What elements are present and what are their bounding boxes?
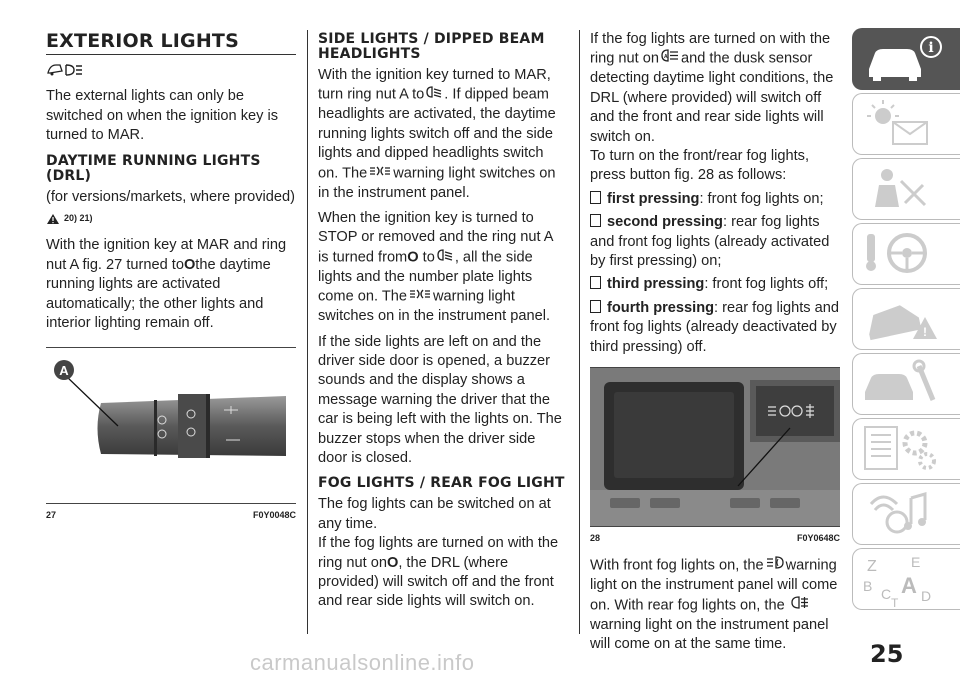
lights-warning-icon (853, 94, 953, 152)
front-fog-icon (766, 556, 784, 575)
fog-auto-para (590, 30, 840, 147)
side-lights-ring-icon (437, 248, 453, 267)
p2a: When the ignition key is turned to STOP or removed and the ring nut A is turned from (318, 209, 553, 266)
warning-reference (46, 209, 296, 228)
svg-text:D: D (921, 588, 932, 604)
callout-a: A (59, 363, 69, 379)
side-lights-icon (369, 164, 391, 183)
intro-text: The external lights can only be switched on when the ignition key is turned to MAR. (46, 88, 279, 144)
tab-safety[interactable] (852, 158, 960, 220)
figure-27-caption (46, 506, 296, 525)
warning-refs: 20) 21) (64, 213, 93, 224)
p2b: , all the side lights and the number plate lights come on. The (318, 249, 533, 305)
svg-text:T: T (891, 596, 899, 607)
list-item (590, 299, 840, 357)
p5a: If the fog lights are turned on with the ring nut on (318, 535, 559, 571)
svg-text:C: C (881, 586, 892, 602)
list-item (590, 213, 840, 271)
column-divider (307, 30, 308, 634)
tab-emergency[interactable] (852, 288, 960, 350)
chapter-sidebar (852, 28, 960, 613)
page-title: EXTERIOR LIGHTS (46, 30, 296, 55)
tab-index[interactable] (852, 548, 960, 610)
p2c: warning light switches on in the instrument panel. (318, 288, 551, 325)
svg-text:Z: Z (867, 558, 877, 575)
emergency-icon (853, 289, 953, 347)
bullet-list (590, 190, 840, 357)
checkbox-bullet-icon (590, 191, 601, 204)
bullet-bold: second pressing (607, 214, 723, 231)
drl-note: (for versions/markets, where provided) (46, 188, 295, 205)
fog-para-1: The fog lights can be switched on at any time. (318, 496, 551, 532)
checkbox-bullet-icon (590, 214, 601, 227)
figure-27 (46, 347, 296, 504)
p1a: With the ignition key turned to MAR, turn ring nut A to (318, 67, 551, 103)
side-lights-heading: SIDE LIGHTS / DIPPED BEAM HEADLIGHTS (318, 31, 545, 62)
fig-number: 28 (590, 533, 601, 544)
list-item (590, 190, 840, 209)
list-item (590, 275, 840, 294)
bullet-text: : rear fog lights and front fog lights (already activated by first pressing) on; (590, 214, 830, 270)
svg-text:B: B (863, 578, 873, 594)
fog-para-2 (318, 534, 566, 612)
ring-position-o: O (386, 554, 399, 571)
car-info-icon (853, 29, 953, 87)
drl-text (46, 236, 296, 333)
p3b: warning light on the instrument panel will come on. With rear fog lights on, the (590, 558, 838, 614)
column-3 (590, 30, 840, 661)
drl-text-a: With the ignition key at MAR and ring nut A fig. 27 turned to (46, 237, 287, 273)
ring-position-o: O (407, 249, 419, 266)
dipped-beam-icon (426, 85, 442, 104)
column-2 (318, 30, 566, 618)
bullet-bold: fourth pressing (607, 299, 715, 316)
stalk-illustration (46, 348, 296, 503)
tab-driving[interactable] (852, 223, 960, 285)
side-lights-para-2 (318, 209, 566, 327)
tab-car-info[interactable] (852, 28, 960, 90)
p1b: . If dipped beam headlights are activated, the daytime running lights switch off and the side lights and dipped headlights switch on. The (318, 86, 556, 182)
drl-text-b: the daytime running lights are activated automatically; the other lights and interior lighting remain off. (46, 256, 271, 332)
side-lights-para-3: If the side lights are left on and the driver side door is opened, a buzzer sounds and the display shows a message warning the driver that the car is being left with the lights on. The buzzer stops when the driver side door is closed. (318, 333, 562, 466)
checkbox-bullet-icon (590, 300, 601, 313)
driving-icon (853, 224, 953, 282)
svg-text:i: i (928, 40, 934, 56)
svg-text:E: E (911, 554, 921, 570)
fog-lights-heading: FOG LIGHTS / REAR FOG LIGHT (318, 475, 565, 492)
safety-icon (853, 159, 953, 217)
bullet-bold: third pressing (607, 276, 705, 293)
svg-text:!: ! (923, 325, 927, 339)
side-lights-icon (409, 287, 431, 306)
side-lights-para-1 (318, 66, 566, 203)
fog-warning-para (590, 556, 840, 654)
page-number: 25 (870, 640, 904, 668)
column-1 (46, 30, 296, 526)
bullet-text: : rear fog lights and front fog lights (already deactivated by third pressing) off. (590, 299, 839, 355)
column-divider (579, 30, 580, 634)
fig-number: 27 (46, 510, 57, 521)
tab-maintenance[interactable] (852, 353, 960, 415)
p1c: warning light switches on in the instrument panel. (318, 165, 556, 201)
p5b: , the DRL (where provided) will switch off and the front and rear side lights will switch on. (318, 554, 554, 610)
tab-technical-data[interactable] (852, 418, 960, 480)
fog-button-illustration (590, 368, 840, 526)
watermark: carmanualsonline.info (250, 650, 475, 675)
figure-28-caption (590, 529, 840, 548)
checkbox-bullet-icon (590, 276, 601, 289)
rear-fog-icon (791, 596, 809, 615)
ring-position-o: O (183, 256, 196, 273)
p3c: warning light on the instrument panel will come on at the same time. (590, 616, 829, 653)
maintenance-icon (853, 354, 953, 412)
svg-text:A: A (901, 573, 917, 598)
bullet-bold: first pressing (607, 190, 700, 207)
fig-code: F0Y0648C (796, 533, 840, 544)
technical-data-icon (853, 419, 953, 477)
svg-text:A: A (663, 54, 668, 61)
p1a: If the fog lights are turned on with the ring nut on (590, 31, 831, 67)
fig-code: F0Y0048C (252, 510, 296, 521)
bullet-text: : front fog lights on; (699, 190, 824, 207)
tab-multimedia[interactable] (852, 483, 960, 545)
figure-28 (590, 367, 840, 527)
bullet-text: : front fog lights off; (704, 276, 829, 293)
p1b: and the dusk sensor detecting daytime light conditions, the DRL (where provided) will switch off and the front and rear side lights will switch on. (590, 50, 834, 145)
auto-lights-icon (661, 49, 679, 68)
p3a: With front fog lights on, the (590, 558, 764, 575)
index-icon (853, 549, 953, 607)
warning-triangle-icon (46, 213, 60, 225)
drl-heading: DAYTIME RUNNING LIGHTS (DRL) (46, 152, 261, 184)
p2-to: to (422, 249, 435, 266)
exterior-lights-icon (46, 61, 296, 83)
fog-press-para: To turn on the front/rear fog lights, press button fig. 28 as follows: (590, 148, 810, 184)
tab-lights-warning[interactable] (852, 93, 960, 155)
multimedia-icon (853, 484, 953, 542)
